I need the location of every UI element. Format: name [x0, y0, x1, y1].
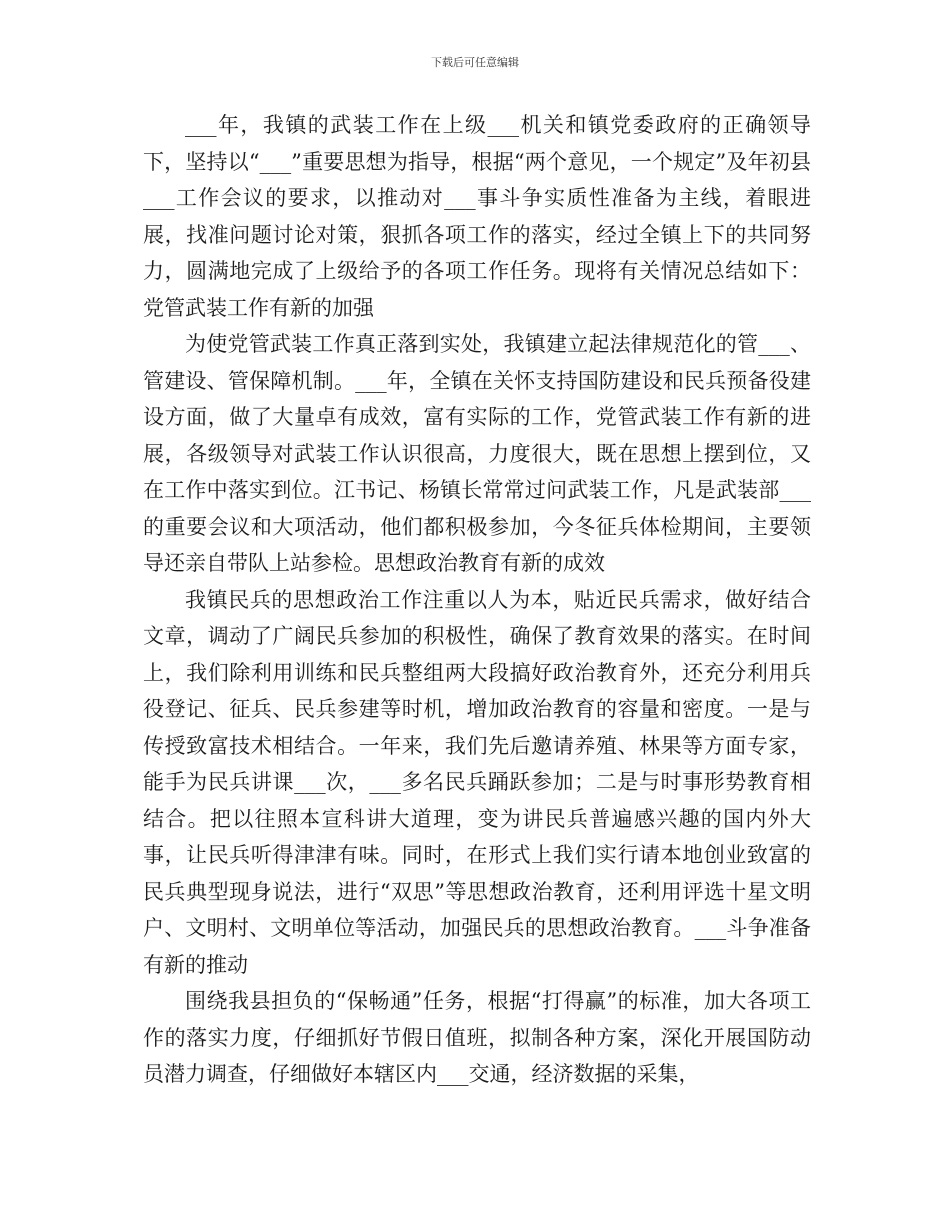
paragraph-3: 我镇民兵的思想政治工作注重以人为本，贴近民兵需求，做好结合文章，调动了广阔民兵参加的积极性，确保了教育效果的落实。在时间上，我们除利用训练和民兵整组两大段搞好政治教育外，还充分利用兵役登记、征兵、民兵参建等时机，增加政治教育的容量和密度。一是与传授致富技术相结合。一年来，我们先后邀请养殖、林果等方面专家，能手为民兵讲课___次，___多名民兵踊跃参加；二是与时事形势教育相结合。把以往照本宣科讲大道理，变为讲民兵普遍感兴趣的国内外大事，让民兵听得津津有味。同时，在形式上我们实行请本地创业致富的民兵典型现身说法，进行“双思”等思想政治教育，还利用评选十星文明户、文明村、文明单位等活动，加强民兵的思想政治教育。___斗争准备有新的推动 — [143, 587, 811, 977]
document-body — [143, 107, 811, 1093]
paragraph-1: ___年，我镇的武装工作在上级___机关和镇党委政府的正确领导下，坚持以“___”重要思想为指导，根据“两个意见，一个规定”及年初县___工作会议的要求，以推动对___事斗争实质性准备为主线，着眼进展，找准问题讨论对策，狠抓各项工作的落实，经过全镇上下的共同努力，圆满地完成了上级给予的各项工作任务。现将有关情况总结如下：党管武装工作有新的加强 — [143, 113, 811, 320]
paragraph-2: 为使党管武装工作真正落到实处，我镇建立起法律规范化的管___、管建设、管保障机制。___年，全镇在关怀支持国防建设和民兵预备役建设方面，做了大量卓有成效，富有实际的工作，党管武装工作有新的进展，各级领导对武装工作认识很高，力度很大，既在思想上摆到位，又在工作中落实到位。江书记、杨镇长常常过问武装工作，凡是武装部___的重要会议和大项活动，他们都积极参加，今冬征兵体检期间，主要领导还亲自带队上站参检。思想政治教育有新的成效 — [143, 332, 811, 575]
paragraph-4: 围绕我县担负的“保畅通”任务，根据“打得赢”的标准，加大各项工作的落实力度，仔细抓好节假日值班，拟制各种方案，深化开展国防动员潜力调查，仔细做好本辖区内___交通，经济数据的采集， — [143, 989, 811, 1086]
page-header: 下载后可任意编辑 — [431, 56, 519, 69]
